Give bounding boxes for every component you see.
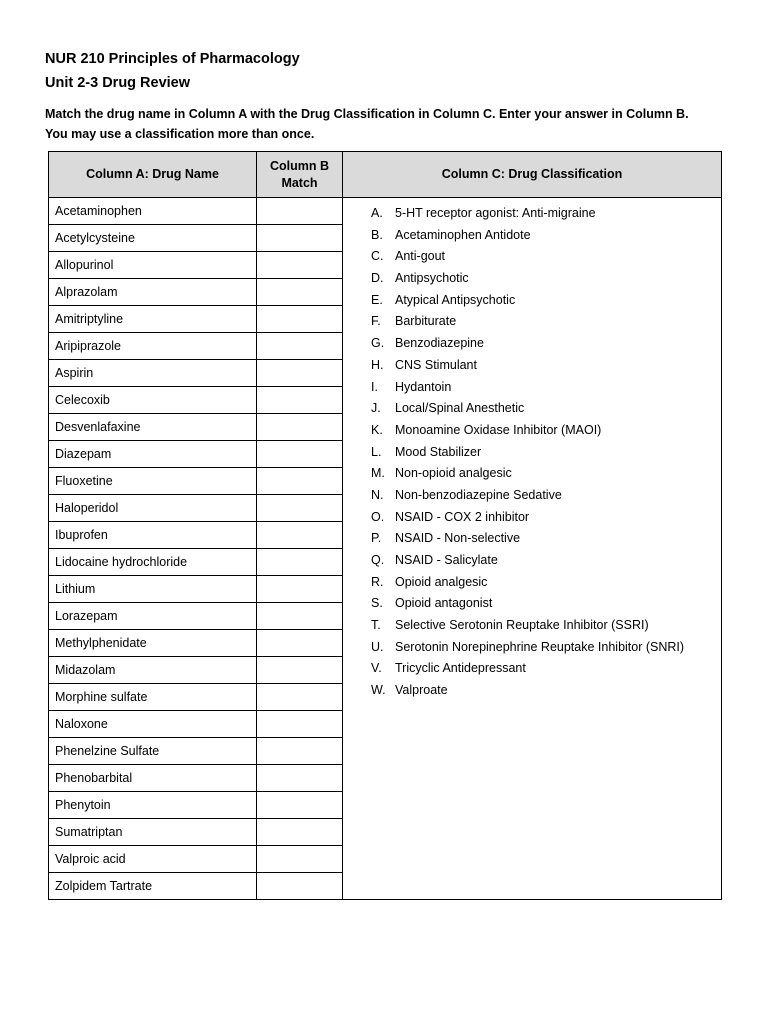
drug-name-cell: Haloperidol <box>49 495 257 522</box>
drug-name-cell: Diazepam <box>49 441 257 468</box>
classification-item <box>343 507 721 529</box>
match-answer-cell[interactable] <box>257 765 343 792</box>
classification-text: Serotonin Norepinephrine Reuptake Inhibitor (SNRI) <box>395 639 685 654</box>
classification-letter: U. <box>371 639 384 654</box>
match-answer-cell[interactable] <box>257 576 343 603</box>
drug-name-cell: Valproic acid <box>49 846 257 873</box>
match-answer-cell[interactable] <box>257 225 343 252</box>
classification-item <box>343 377 721 399</box>
classification-letter: Q. <box>371 553 385 567</box>
classification-cell <box>343 198 722 900</box>
classification-text: Mood Stabilizer <box>395 444 482 459</box>
match-answer-cell[interactable] <box>257 603 343 630</box>
classification-letter: I. <box>371 379 378 394</box>
classification-letter: E. <box>371 292 383 307</box>
match-answer-cell[interactable] <box>257 630 343 657</box>
drug-name-cell: Methylphenidate <box>49 630 257 657</box>
classification-letter: D. <box>371 271 384 286</box>
drug-name-cell: Phenobarbital <box>49 765 257 792</box>
classification-item <box>343 550 721 572</box>
classification-text: Tricyclic Antidepressant <box>395 661 526 676</box>
table-row <box>49 198 722 225</box>
table-header-row <box>49 152 722 198</box>
classification-letter: B. <box>371 227 383 242</box>
classification-letter: V. <box>371 661 382 676</box>
classification-letter: R. <box>371 574 384 589</box>
match-answer-cell[interactable] <box>257 792 343 819</box>
classification-item <box>343 680 721 702</box>
classification-letter: H. <box>371 357 384 372</box>
match-answer-cell[interactable] <box>257 657 343 684</box>
drug-name-cell: Lithium <box>49 576 257 603</box>
drug-name-cell: Midazolam <box>49 657 257 684</box>
classification-letter: F. <box>371 314 381 329</box>
drug-name-cell: Alprazolam <box>49 279 257 306</box>
classification-item <box>343 442 721 464</box>
classification-item <box>343 658 721 680</box>
instructions-line-2: You may use a classification more than once. <box>45 127 315 141</box>
classification-letter: S. <box>371 596 383 611</box>
classification-text: Valproate <box>395 683 448 698</box>
match-answer-cell[interactable] <box>257 684 343 711</box>
classification-letter: M. <box>371 466 385 481</box>
column-b-header-line-1: Column B <box>269 158 330 173</box>
drug-name-cell: Zolpidem Tartrate <box>49 873 257 900</box>
match-answer-cell[interactable] <box>257 198 343 225</box>
drug-name-cell: Naloxone <box>49 711 257 738</box>
match-answer-cell[interactable] <box>257 711 343 738</box>
drug-name-cell: Sumatriptan <box>49 819 257 846</box>
match-answer-cell[interactable] <box>257 387 343 414</box>
classification-item <box>343 333 721 355</box>
column-a-header: Column A: Drug Name <box>49 152 257 198</box>
classification-letter: T. <box>371 618 381 633</box>
classification-item <box>343 572 721 594</box>
classification-text: NSAID - COX 2 inhibitor <box>395 509 530 524</box>
classification-text: Opioid antagonist <box>395 596 493 611</box>
classification-letter: W. <box>371 683 386 698</box>
classification-item <box>343 593 721 615</box>
match-answer-cell[interactable] <box>257 549 343 576</box>
classification-letter: N. <box>371 487 384 502</box>
classification-item <box>343 615 721 637</box>
classification-item <box>343 355 721 377</box>
classification-item <box>343 311 721 333</box>
match-answer-cell[interactable] <box>257 468 343 495</box>
classification-text: CNS Stimulant <box>395 357 477 372</box>
drug-name-cell: Allopurinol <box>49 252 257 279</box>
drug-name-cell: Acetaminophen <box>49 198 257 225</box>
classification-letter: G. <box>371 336 385 351</box>
match-answer-cell[interactable] <box>257 495 343 522</box>
classification-letter: P. <box>371 531 382 546</box>
classification-text: Selective Serotonin Reuptake Inhibitor (SSRI) <box>395 618 649 633</box>
drug-name-cell: Phenelzine Sulfate <box>49 738 257 765</box>
course-title: NUR 210 Principles of Pharmacology <box>45 51 300 67</box>
instructions-line-1: Match the drug name in Column A with the Drug Classification in Column C. Enter your answer in Column B. <box>45 107 689 121</box>
classification-text: Benzodiazepine <box>395 336 484 351</box>
classification-list <box>343 203 721 702</box>
column-b-header-line-2: Match <box>281 175 318 190</box>
column-c-header: Column C: Drug Classification <box>343 152 722 198</box>
classification-text: Local/Spinal Anesthetic <box>395 401 525 416</box>
classification-item <box>343 463 721 485</box>
classification-item <box>343 203 721 225</box>
classification-letter: K. <box>371 422 383 437</box>
match-answer-cell[interactable] <box>257 306 343 333</box>
match-answer-cell[interactable] <box>257 846 343 873</box>
match-answer-cell[interactable] <box>257 414 343 441</box>
classification-text: Opioid analgesic <box>395 574 488 589</box>
classification-text: NSAID - Non-selective <box>395 531 521 546</box>
drug-name-cell: Desvenlafaxine <box>49 414 257 441</box>
classification-text: Hydantoin <box>395 379 452 394</box>
drug-name-cell: Morphine sulfate <box>49 684 257 711</box>
classification-item <box>343 420 721 442</box>
classification-text: Non-opioid analgesic <box>395 466 512 481</box>
column-b-header <box>257 152 343 198</box>
match-answer-cell[interactable] <box>257 522 343 549</box>
classification-text: Antipsychotic <box>395 271 469 286</box>
classification-item <box>343 290 721 312</box>
classification-text: Anti-gout <box>395 249 446 264</box>
classification-item <box>343 528 721 550</box>
drug-name-cell: Lidocaine hydrochloride <box>49 549 257 576</box>
drug-name-cell: Phenytoin <box>49 792 257 819</box>
drug-name-cell: Amitriptyline <box>49 306 257 333</box>
drug-name-cell: Fluoxetine <box>49 468 257 495</box>
match-answer-cell[interactable] <box>257 333 343 360</box>
classification-text: Acetaminophen Antidote <box>395 227 531 242</box>
classification-text: Barbiturate <box>395 314 457 329</box>
classification-text: Atypical Antipsychotic <box>395 292 516 307</box>
match-answer-cell[interactable] <box>257 441 343 468</box>
classification-item <box>343 398 721 420</box>
drug-name-cell: Ibuprofen <box>49 522 257 549</box>
drug-name-cell: Lorazepam <box>49 603 257 630</box>
classification-letter: C. <box>371 249 384 264</box>
classification-text: 5-HT receptor agonist: Anti-migraine <box>395 206 596 220</box>
match-answer-cell[interactable] <box>257 738 343 765</box>
unit-title: Unit 2-3 Drug Review <box>45 75 191 91</box>
drug-name-cell: Aspirin <box>49 360 257 387</box>
classification-item <box>343 225 721 247</box>
classification-letter: J. <box>371 401 381 416</box>
table-body <box>49 198 722 900</box>
instructions <box>45 104 735 144</box>
classification-letter: L. <box>371 444 382 459</box>
match-answer-cell[interactable] <box>257 279 343 306</box>
match-answer-cell[interactable] <box>257 873 343 900</box>
drug-match-table <box>48 151 722 900</box>
classification-item <box>343 485 721 507</box>
classification-item <box>343 637 721 659</box>
match-answer-cell[interactable] <box>257 252 343 279</box>
match-answer-cell[interactable] <box>257 819 343 846</box>
match-answer-cell[interactable] <box>257 360 343 387</box>
classification-text: Non-benzodiazepine Sedative <box>395 487 562 502</box>
drug-name-cell: Aripiprazole <box>49 333 257 360</box>
drug-name-cell: Celecoxib <box>49 387 257 414</box>
classification-letter: A. <box>371 206 383 220</box>
classification-text: Monoamine Oxidase Inhibitor (MAOI) <box>395 422 602 437</box>
classification-letter: O. <box>371 509 385 524</box>
classification-item <box>343 246 721 268</box>
drug-name-cell: Acetylcysteine <box>49 225 257 252</box>
classification-text: NSAID - Salicylate <box>395 553 498 567</box>
classification-item <box>343 268 721 290</box>
